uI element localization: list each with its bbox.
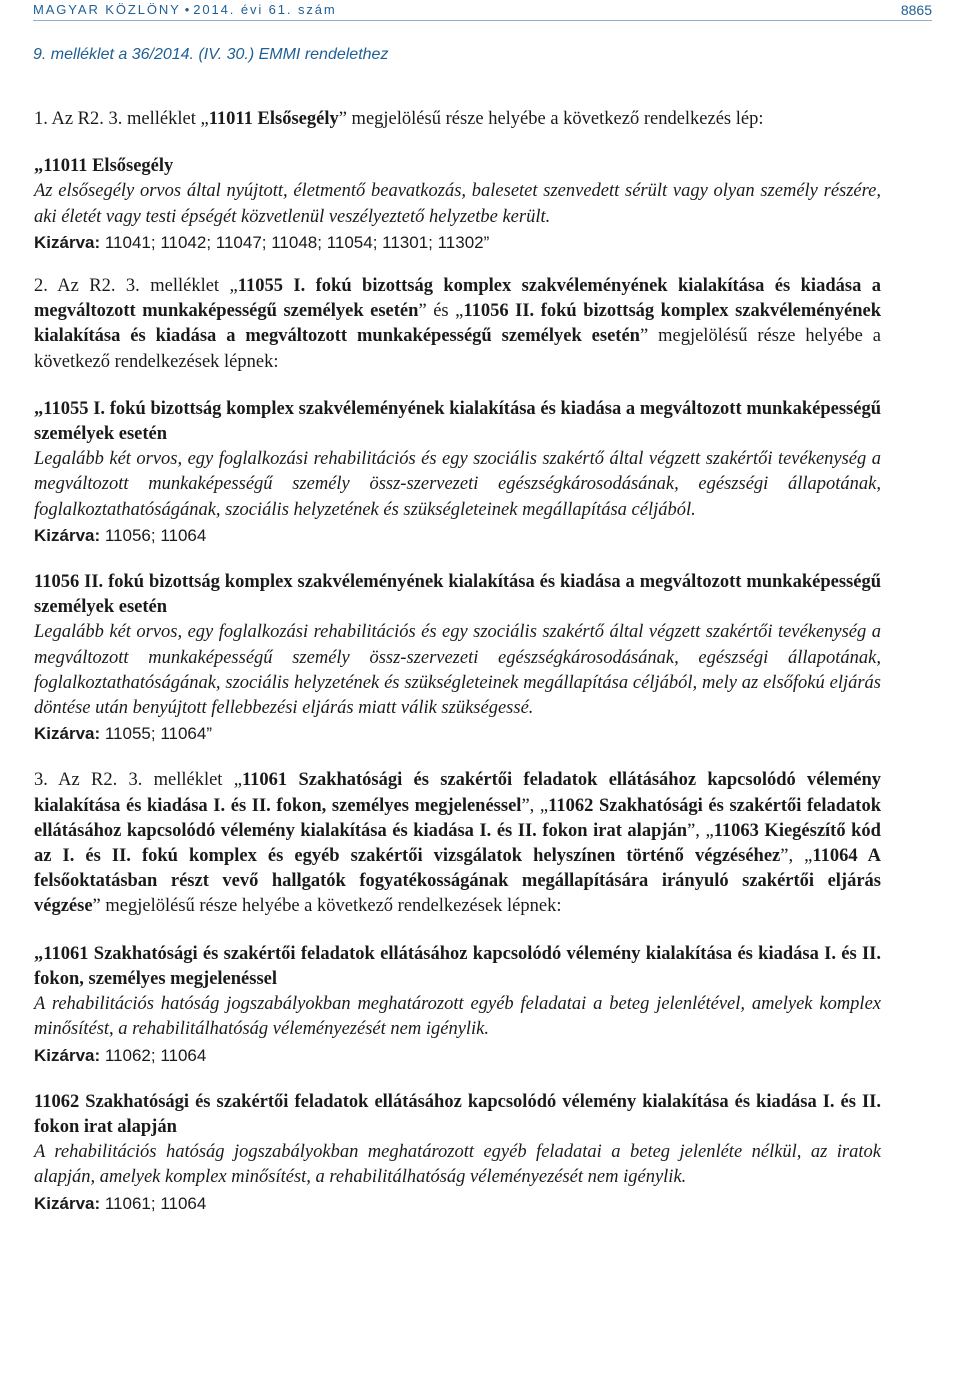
section-2-item-2-heading-text: 11056 II. fokú bizottság komplex szakvéleményének kialakítása és kiadása a megváltozott munkaképességű személyek esetén [34,572,881,618]
section-2-item-1-description: Legalább két orvos, egy foglalkozási rehabilitációs és egy szociális szakértő által végzett szakértői tevékenység a megváltozott munkaképességű személy össz-szervezeti egészségkárosodásának, egészségi állapotának, foglalkoztathatóságának, szociális helyzetének és szükségleteinek megállapítása céljából. [34,449,881,520]
annex-title: 9. melléklet a 36/2014. (IV. 30.) EMMI rendelethez [33,46,389,63]
section-3-intro-code-3: 11063 Kiegészítő kód az I. és II. fokú komplex és egyéb szakértői vizsgálatok helyszínen történő végzéséhez [34,820,881,867]
page-number: 8865 [900,2,932,18]
section-3-intro-c: ”, „ [521,795,549,816]
section-3-intro-g: ”, „ [780,846,813,867]
section-2-item-1-exclusion [34,523,881,548]
section-1-intro-a: 1. Az R2. 3. melléklet „ [34,109,209,129]
section-3-intro-code-1: 11061 Szakhatósági és szakértői feladatok ellátásához kapcsolódó vélemény kialakítása és kiadása I. és II. fokon, személyes megjelenéssel [34,770,881,816]
section-2-item-2-heading [34,570,881,620]
section-2-intro-a: 2. Az R2. 3. melléklet „ [34,276,238,297]
section-3-item-2-heading-text: 11062 Szakhatósági és szakértői feladatok ellátásához kapcsolódó vélemény kialakítása és kiadása I. és II. fokon irat alapján [34,1091,881,1137]
section-1-intro [34,107,881,132]
document-body [34,107,881,1216]
section-1-exclusion [34,230,881,255]
section-1-description: Az elsősegély orvos által nyújtott, életmentő beavatkozás, balesetet szenvedett sérült vagy olyan személy részére, aki életét vagy testi épségét közvetlenül veszélyeztető helyzetbe került. [34,181,881,227]
section-3-item-1-description: A rehabilitációs hatóság jogszabályokban meghatározott egyéb feladatai a beteg jelenlétével, amelyek komplex minősítést, a rehabilitálhatóság véleményezését nem igénylik. [34,994,881,1040]
section-2-intro-code-2: 11056 II. fokú bizottság komplex szakvéleményének kialakítása és kiadása a megváltozott munkaképességű személyek esetén [34,301,881,347]
page-header [33,0,932,21]
section-3-item-1-heading [34,942,881,992]
section-2-item-1-exclusion-label: Kizárva: [34,525,101,545]
section-3-item-1-exclusion [34,1043,881,1068]
section-1-intro-code: 11011 Elsősegély [208,109,339,129]
section-2-item-2-exclusion [34,721,881,746]
section-2-intro-c: ” és „ [418,301,464,322]
section-2-intro-e: ” megjelölésű része helyébe a következő rendelkezések lépnek: [34,326,881,372]
section-3-intro-a: 3. Az R2. 3. melléklet „ [34,770,242,791]
section-3-intro-code-2: 11062 Szakhatósági és szakértői feladatok ellátásához kapcsolódó vélemény kialakítása és kiadása I. és II. fokon irat alapján [34,795,881,841]
header-bullet: • [184,2,190,17]
section-1-heading [34,154,881,179]
section-3-intro-i: ” megjelölésű része helyébe a következő rendelkezések lépnek: [92,896,562,917]
section-1-heading-text: „11011 Elsősegély [34,156,174,177]
section-1-exclusion-value: 11041; 11042; 11047; 11048; 11054; 11301; 11302” [100,232,490,252]
section-3-item-2-exclusion [34,1191,881,1216]
section-3-item-2-description: A rehabilitációs hatóság jogszabályokban meghatározott egyéb feladatai a beteg jelenléte nélkül, az iratok alapján, amelyek komplex minősítést, a rehabilitálhatóság véleményezését nem igénylik. [34,1142,881,1188]
section-3-item-2-heading [34,1090,881,1140]
section-3-item-2-exclusion-value: 11061; 11064 [100,1193,207,1213]
section-2-item-1-heading-text: „11055 I. fokú bizottság komplex szakvéleményének kialakítása és kiadása a megváltozott munkaképességű személyek esetén [34,398,881,445]
section-2-item-1-exclusion-value: 11056; 11064 [100,525,207,545]
journal-issue [33,2,337,17]
section-2-item-2-exclusion-value: 11055; 11064” [100,724,212,744]
section-3-item-1-exclusion-value: 11062; 11064 [100,1045,207,1065]
section-3-item-1-heading-text: „11061 Szakhatósági és szakértői feladatok ellátásához kapcsolódó vélemény kialakítása és kiadása I. és II. fokon, személyes megjelenéssel [34,943,881,989]
issue-number: 2014. évi 61. szám [193,2,337,17]
section-2-item-1-heading [34,397,881,447]
section-1-exclusion-label: Kizárva: [34,232,101,252]
section-2-intro [34,274,881,375]
section-2-intro-code-1: 11055 I. fokú bizottság komplex szakvéleményének kialakítása és kiadása a megváltozott munkaképességű személyek esetén [34,276,881,322]
section-2-item-2-description: Legalább két orvos, egy foglalkozási rehabilitációs és egy szociális szakértő által végzett szakértői tevékenység a megváltozott munkaképességű személy össz-szervezeti egészségkárosodásának, egészségi állapotának, foglalkoztathatóságának, szociális helyzetének és szükségleteinek megállapítása céljából, mely az elsőfokú eljárás döntése után benyújtott fellebbezési eljárás miatt válik szükségessé. [34,622,881,719]
journal-name: MAGYAR KÖZLÖNY [33,2,181,17]
section-3-intro-e: ”, „ [687,820,714,841]
section-2-item-2-exclusion-label: Kizárva: [34,724,101,744]
section-3-intro [34,768,881,919]
section-3-item-2-exclusion-label: Kizárva: [34,1193,101,1213]
section-1-intro-c: ” megjelölésű része helyébe a következő rendelkezés lép: [338,109,764,129]
section-3-intro-code-4: 11064 A felsőoktatásban részt vevő hallgatók fogyatékosságának megállapítására irányuló szakértői eljárás végzése [34,846,881,917]
section-3-item-1-exclusion-label: Kizárva: [34,1045,101,1065]
